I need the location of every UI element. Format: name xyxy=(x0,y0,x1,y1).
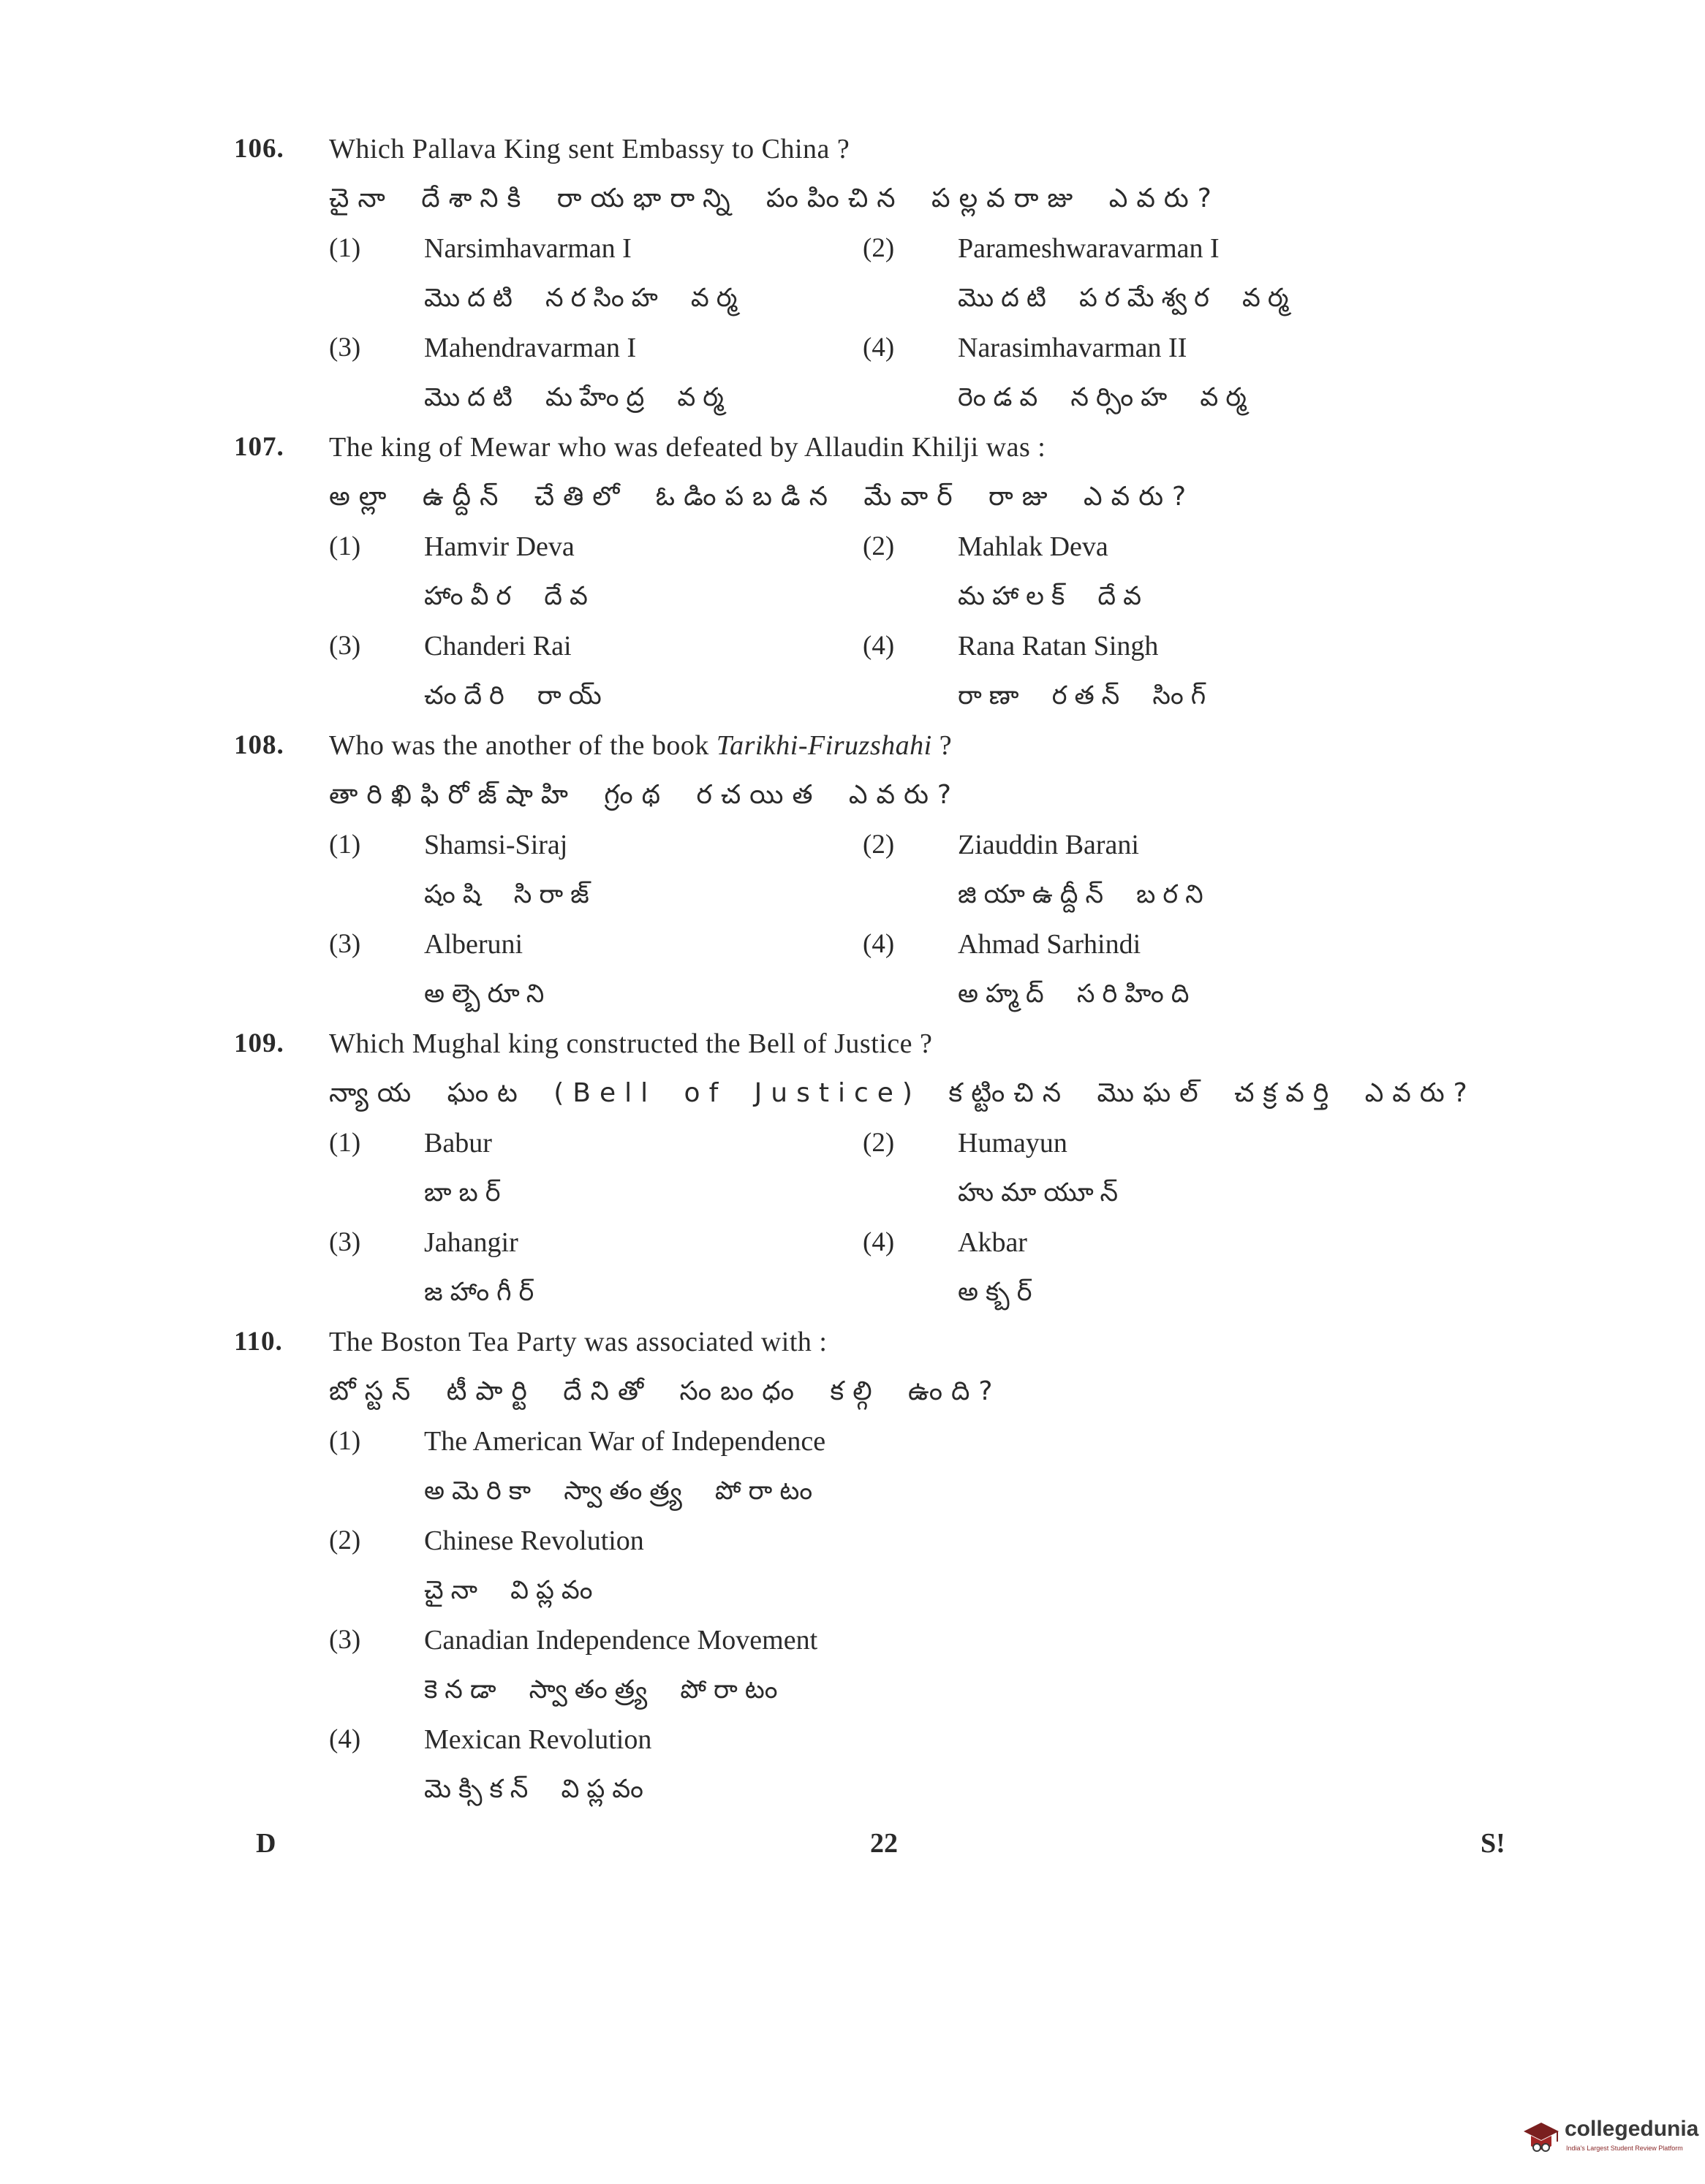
option-text: Mahlak Deva xyxy=(958,531,1108,562)
option-number: (3) xyxy=(329,333,361,363)
option-number: (3) xyxy=(329,929,361,959)
option-text: Humayun xyxy=(958,1128,1067,1159)
option-row xyxy=(234,920,1477,1019)
option-1 xyxy=(329,522,885,621)
footer-booklet-code: D xyxy=(256,1828,276,1859)
option-text-telugu: చైనా విప్లవం xyxy=(424,1576,600,1605)
question-stem xyxy=(234,1019,1477,1069)
option-text: Rana Ratan Singh xyxy=(958,631,1159,661)
option-text-telugu: మొదటి పరమేశ్వర వర్మ xyxy=(958,284,1296,313)
question-stem xyxy=(234,721,1477,770)
options xyxy=(234,1118,1477,1317)
question-110 xyxy=(234,1317,1477,1814)
option-text: Ziauddin Barani xyxy=(958,830,1139,860)
option-2 xyxy=(863,820,1418,920)
option-number: (3) xyxy=(329,1227,361,1257)
question-stem-telugu xyxy=(234,770,1477,820)
option-text-telugu: అక్బర్ xyxy=(958,1278,1040,1307)
book-title: Tarikhi-Firuzshahi xyxy=(716,730,932,761)
question-text: The king of Mewar who was defeated by Allaudin Khilji was : xyxy=(329,432,1046,463)
option-row xyxy=(234,621,1477,721)
logo-tagline: India's Largest Student Review Platform xyxy=(1566,2145,1683,2152)
option-text: Akbar xyxy=(958,1227,1027,1258)
option-text-telugu: అహ్మద్ సరిహింది xyxy=(958,979,1197,1009)
option-text-telugu: రెండవ నర్సింహ వర్మ xyxy=(958,383,1254,412)
option-text-telugu: అమెరికా స్వాతంత్ర్య పోరాటం xyxy=(424,1476,820,1506)
footer-series-code: S! xyxy=(1481,1828,1505,1859)
option-text: Chinese Revolution xyxy=(424,1525,644,1556)
question-text xyxy=(329,721,952,770)
option-number: (2) xyxy=(863,531,895,561)
option-text: Narsimhavarman I xyxy=(424,233,632,264)
option-4 xyxy=(329,1715,1426,1814)
option-text-telugu: మొదటి నరసింహ వర్మ xyxy=(424,284,745,313)
option-2 xyxy=(863,224,1418,323)
option-row xyxy=(234,1516,1477,1615)
question-number: 109. xyxy=(234,1028,284,1058)
question-stem xyxy=(234,1317,1477,1367)
question-stem-telugu xyxy=(234,1367,1477,1417)
option-row xyxy=(234,1715,1477,1814)
option-text: Canadian Independence Movement xyxy=(424,1625,818,1656)
option-row xyxy=(234,1615,1477,1715)
option-number: (2) xyxy=(863,830,895,860)
option-text-telugu: జహాంగీర్ xyxy=(424,1278,542,1307)
option-number: (1) xyxy=(329,830,361,860)
graduate-cap-icon xyxy=(1521,2117,1562,2158)
question-stem-telugu xyxy=(234,174,1477,224)
option-2 xyxy=(329,1516,1426,1615)
question-stem-telugu xyxy=(234,1069,1477,1118)
question-107 xyxy=(234,422,1477,721)
option-number: (1) xyxy=(329,1128,361,1158)
question-text-telugu: బోస్టన్ టీపార్టి దేనితో సంబంధం కల్గి ఉంది? xyxy=(329,1376,1002,1406)
question-number: 108. xyxy=(234,730,284,760)
option-2 xyxy=(863,1118,1418,1218)
option-number: (4) xyxy=(863,333,895,363)
option-4 xyxy=(863,621,1418,721)
option-number: (4) xyxy=(863,631,895,661)
option-1 xyxy=(329,1118,885,1218)
option-text: Hamvir Deva xyxy=(424,531,575,562)
option-1 xyxy=(329,1417,1426,1516)
option-number: (1) xyxy=(329,1426,361,1456)
option-text-telugu: కెనడా స్వాతంత్ర్య పోరాటం xyxy=(424,1675,785,1705)
option-text-telugu: మెక్సికన్ విప్లవం xyxy=(424,1775,651,1804)
options xyxy=(234,1417,1477,1814)
option-row xyxy=(234,1417,1477,1516)
question-text-telugu: తారిఖిఫిరోజ్‌షాహి గ్రంథ రచయిత ఎవరు? xyxy=(329,780,961,810)
question-number: 110. xyxy=(234,1327,283,1357)
question-number: 106. xyxy=(234,134,284,164)
option-3 xyxy=(329,621,885,721)
options xyxy=(234,522,1477,721)
option-row xyxy=(234,1218,1477,1317)
option-number: (1) xyxy=(329,233,361,263)
option-number: (1) xyxy=(329,531,361,561)
option-row xyxy=(234,224,1477,323)
option-text: Mahendravarman I xyxy=(424,333,637,363)
option-number: (4) xyxy=(863,1227,895,1257)
option-4 xyxy=(863,1218,1418,1317)
option-row xyxy=(234,522,1477,621)
question-108 xyxy=(234,721,1477,1019)
question-text-telugu: చైనా దేశానికి రాయభారాన్ని పంపించిన పల్లవరాజు ఎవరు? xyxy=(329,183,1220,213)
options xyxy=(234,224,1477,422)
option-text: The American War of Independence xyxy=(424,1426,826,1457)
question-text-telugu: న్యాయ ఘంట (Bell of Justice) కట్టించిన మొఘల్ చక్రవర్తి ఎవరు? xyxy=(329,1078,1476,1108)
option-text: Jahangir xyxy=(424,1227,518,1258)
option-number: (2) xyxy=(329,1525,361,1555)
question-109 xyxy=(234,1019,1477,1317)
option-text-telugu: షంషి సిరాజ్ xyxy=(424,880,597,909)
question-text: The Boston Tea Party was associated with : xyxy=(329,1327,828,1357)
option-number: (2) xyxy=(863,1128,895,1158)
option-text-telugu: చందేరి రాయ్ xyxy=(424,681,609,710)
option-number: (2) xyxy=(863,233,895,263)
question-text: Which Pallava King sent Embassy to China ? xyxy=(329,134,850,164)
option-1 xyxy=(329,224,885,323)
option-number: (3) xyxy=(329,1625,361,1655)
option-text: Alberuni xyxy=(424,929,523,960)
option-text-telugu: అల్బెరూని xyxy=(424,979,552,1009)
question-number: 107. xyxy=(234,432,284,462)
option-row xyxy=(234,323,1477,422)
option-text: Parameshwaravarman I xyxy=(958,233,1220,264)
option-4 xyxy=(863,323,1418,422)
option-text: Chanderi Rai xyxy=(424,631,572,661)
question-text-telugu: అల్లా ఉద్దీన్ చేతిలో ఓడింపబడిన మేవార్ రాజు ఎవరు? xyxy=(329,482,1195,512)
option-text-telugu: మహాలక్ దేవ xyxy=(958,582,1149,611)
option-1 xyxy=(329,820,885,920)
option-text-telugu: హుమాయూన్ xyxy=(958,1178,1126,1207)
question-106 xyxy=(234,124,1477,422)
footer-page-number: 22 xyxy=(870,1828,898,1859)
question-text: Which Mughal king constructed the Bell of Justice ? xyxy=(329,1028,933,1059)
question-stem-telugu xyxy=(234,472,1477,522)
option-text: Ahmad Sarhindi xyxy=(958,929,1141,960)
option-row xyxy=(234,820,1477,920)
option-text-telugu: జియాఉద్దీన్ బరని xyxy=(958,880,1211,909)
question-stem xyxy=(234,124,1477,174)
option-text-telugu: రాణా రతన్ సింగ్ xyxy=(958,681,1214,710)
option-text: Mexican Revolution xyxy=(424,1724,652,1755)
option-number: (4) xyxy=(863,929,895,959)
options xyxy=(234,820,1477,1019)
option-text: Babur xyxy=(424,1128,492,1159)
option-3 xyxy=(329,1615,1426,1715)
option-text: Shamsi-Siraj xyxy=(424,830,568,860)
option-text-telugu: మొదటి మహేంద్ర వర్మ xyxy=(424,383,731,412)
option-2 xyxy=(863,522,1418,621)
option-row xyxy=(234,1118,1477,1218)
option-text: Narasimhavarman II xyxy=(958,333,1187,363)
question-text-end: ? xyxy=(931,730,953,761)
logo-name: collegedunia xyxy=(1565,2117,1699,2141)
option-text-telugu: బాబర్ xyxy=(424,1178,508,1207)
option-3 xyxy=(329,1218,885,1317)
question-text-main: Who was the another of the book xyxy=(329,730,717,761)
option-number: (3) xyxy=(329,631,361,661)
collegedunia-logo xyxy=(1521,2112,1699,2164)
option-3 xyxy=(329,323,885,422)
option-number: (4) xyxy=(329,1724,361,1754)
question-stem xyxy=(234,422,1477,472)
option-3 xyxy=(329,920,885,1019)
option-4 xyxy=(863,920,1418,1019)
option-text-telugu: హాంవీర దేవ xyxy=(424,582,595,611)
